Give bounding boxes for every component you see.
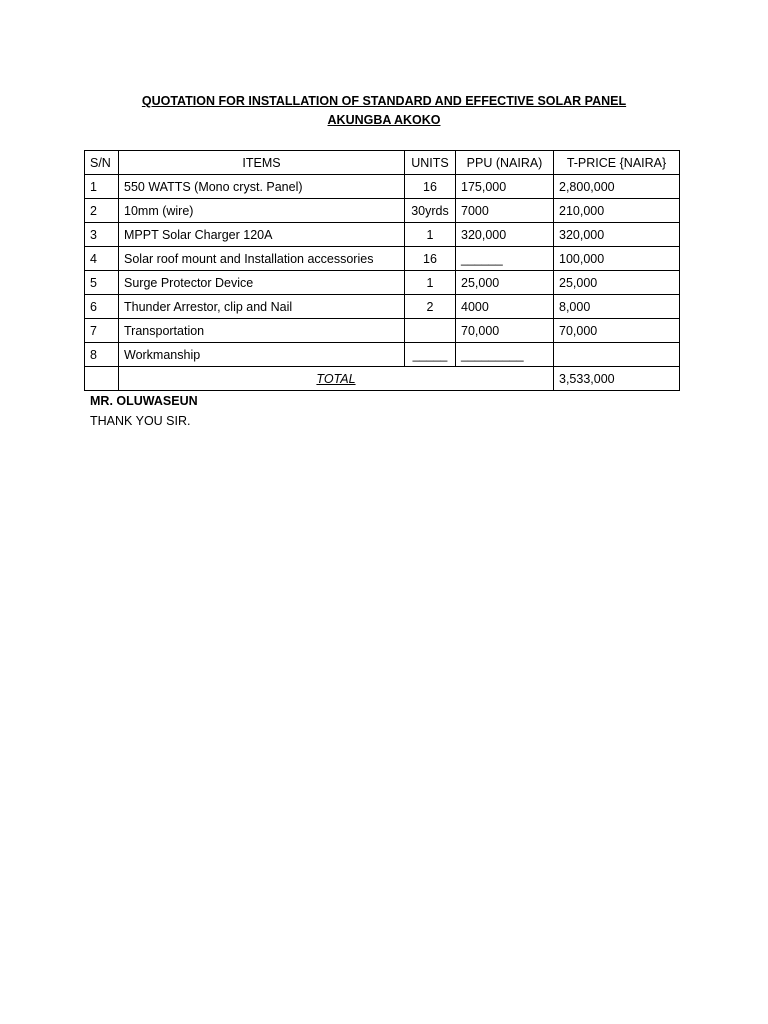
cell-item: Surge Protector Device <box>119 271 405 295</box>
table-row <box>85 319 680 343</box>
cell-tprice: 320,000 <box>554 223 680 247</box>
header-units: UNITS <box>405 151 456 175</box>
cell-units: 2 <box>405 295 456 319</box>
cell-units: _____ <box>405 343 456 367</box>
cell-item: Thunder Arrestor, clip and Nail <box>119 295 405 319</box>
table-header-row <box>85 151 680 175</box>
header-items: ITEMS <box>119 151 405 175</box>
table-row <box>85 271 680 295</box>
cell-tprice: 2,800,000 <box>554 175 680 199</box>
cell-tprice: 25,000 <box>554 271 680 295</box>
cell-units: 1 <box>405 223 456 247</box>
table-row <box>85 175 680 199</box>
cell-item: 10mm (wire) <box>119 199 405 223</box>
cell-sn: 5 <box>85 271 119 295</box>
header-sn: S/N <box>85 151 119 175</box>
cell-ppu: 175,000 <box>456 175 554 199</box>
cell-sn: 1 <box>85 175 119 199</box>
cell-ppu: 7000 <box>456 199 554 223</box>
cell-item: 550 WATTS (Mono cryst. Panel) <box>119 175 405 199</box>
total-value: 3,533,000 <box>554 367 680 391</box>
cell-ppu: ______ <box>456 247 554 271</box>
cell-tprice: 70,000 <box>554 319 680 343</box>
total-row <box>85 367 680 391</box>
cell-sn: 4 <box>85 247 119 271</box>
cell-sn: 2 <box>85 199 119 223</box>
document-subtitle: AKUNGBA AKOKO <box>327 113 441 127</box>
cell-units: 16 <box>405 175 456 199</box>
closing-text: THANK YOU SIR. <box>90 414 191 428</box>
cell-ppu: 25,000 <box>456 271 554 295</box>
cell-sn: 3 <box>85 223 119 247</box>
quotation-table <box>84 150 680 391</box>
cell-tprice <box>554 343 680 367</box>
cell-item: Transportation <box>119 319 405 343</box>
table-row <box>85 295 680 319</box>
table-row <box>85 199 680 223</box>
table-row <box>85 247 680 271</box>
cell-ppu: _________ <box>456 343 554 367</box>
header-tprice: T-PRICE {NAIRA} <box>554 151 680 175</box>
cell-sn: 7 <box>85 319 119 343</box>
cell-ppu: 70,000 <box>456 319 554 343</box>
cell-item: Solar roof mount and Installation accessories <box>119 247 405 271</box>
cell-sn: 8 <box>85 343 119 367</box>
cell-ppu: 320,000 <box>456 223 554 247</box>
total-empty-cell <box>85 367 119 391</box>
cell-item: Workmanship <box>119 343 405 367</box>
cell-ppu: 4000 <box>456 295 554 319</box>
cell-units: 30yrds <box>405 199 456 223</box>
table-row <box>85 223 680 247</box>
cell-tprice: 100,000 <box>554 247 680 271</box>
cell-units: 16 <box>405 247 456 271</box>
cell-sn: 6 <box>85 295 119 319</box>
cell-units <box>405 319 456 343</box>
total-label: TOTAL <box>119 367 554 391</box>
cell-item: MPPT Solar Charger 120A <box>119 223 405 247</box>
document-title: QUOTATION FOR INSTALLATION OF STANDARD AND EFFECTIVE SOLAR PANEL <box>141 94 627 108</box>
signature-name: MR. OLUWASEUN <box>90 394 198 408</box>
cell-units: 1 <box>405 271 456 295</box>
cell-tprice: 210,000 <box>554 199 680 223</box>
header-ppu: PPU (NAIRA) <box>456 151 554 175</box>
cell-tprice: 8,000 <box>554 295 680 319</box>
table-row <box>85 343 680 367</box>
